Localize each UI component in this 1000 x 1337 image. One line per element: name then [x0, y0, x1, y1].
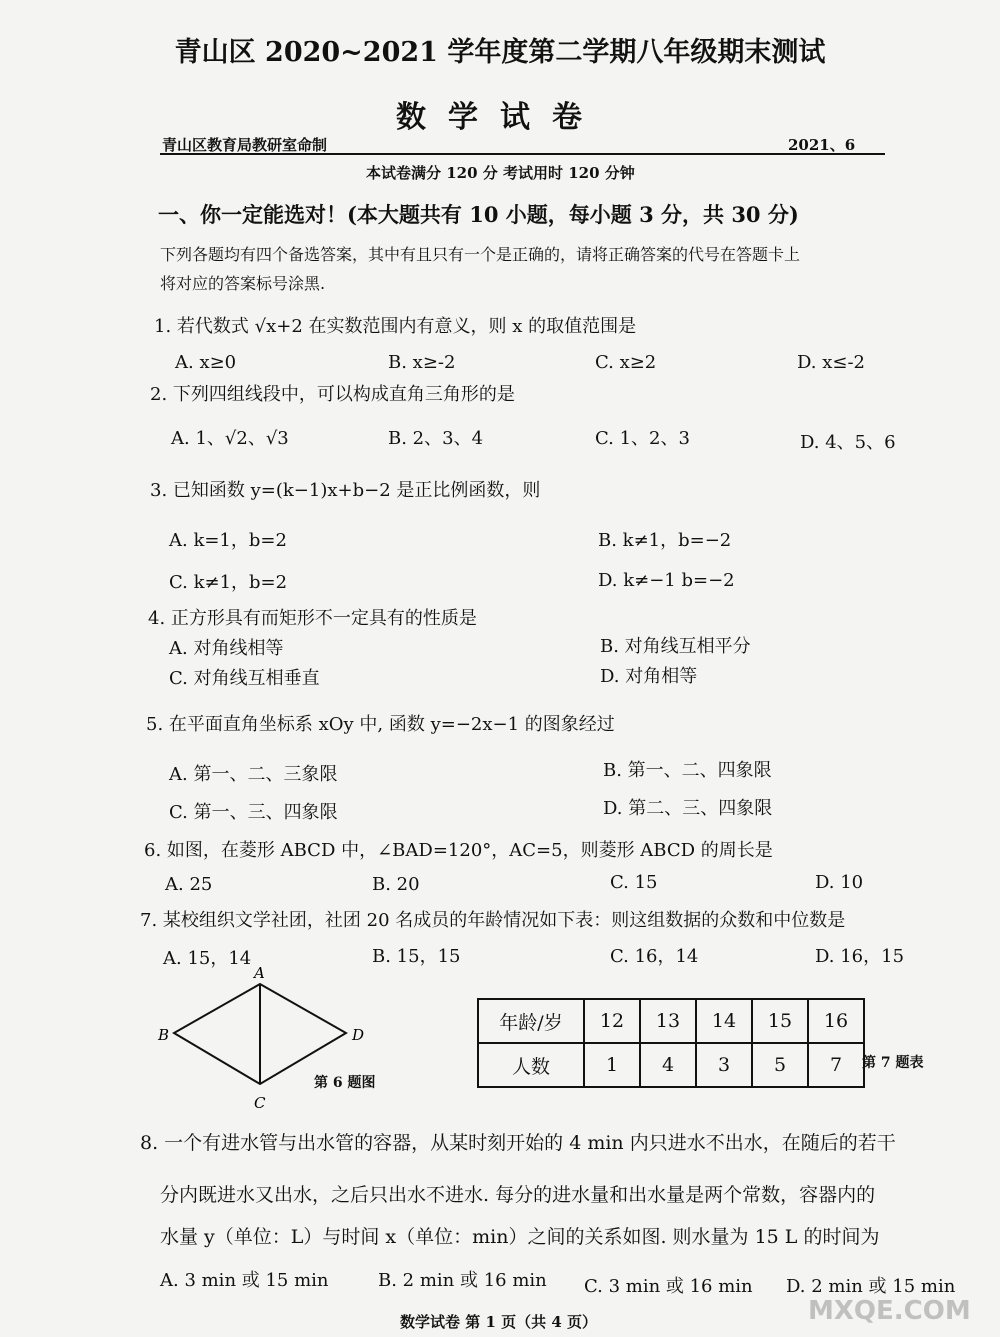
table-cell: 12 — [584, 999, 640, 1043]
q1-option-c: C. x≥2 — [595, 352, 657, 373]
q4-option-c: C. 对角线互相垂直 — [169, 668, 320, 689]
q4-option-a: A. 对角线相等 — [169, 638, 284, 659]
table-cell: 15 — [752, 999, 808, 1043]
q5-option-a: A. 第一、二、三象限 — [169, 764, 338, 785]
page-footer: 数学试卷 第 1 页（共 4 页） — [400, 1313, 597, 1331]
q7-option-b: B. 15，15 — [372, 946, 461, 967]
table-cell: 16 — [808, 999, 864, 1043]
q2-option-d: D. 4、5、6 — [800, 432, 896, 453]
vertex-label-b: B — [158, 1026, 170, 1044]
exam-date: 2021、6 — [788, 136, 856, 154]
table-cell: 3 — [696, 1043, 752, 1087]
q8-option-d: D. 2 min 或 15 min — [786, 1276, 956, 1297]
table-cell: 4 — [640, 1043, 696, 1087]
q3-option-d: D. k≠−1 b=−2 — [598, 570, 735, 591]
q8-option-a: A. 3 min 或 15 min — [160, 1270, 329, 1291]
header-rule — [160, 153, 885, 155]
q7-option-a: A. 15，14 — [163, 948, 252, 969]
question-2-stem: 2. 下列四组线段中，可以构成直角三角形的是 — [150, 384, 515, 405]
q8-option-c: C. 3 min 或 16 min — [584, 1276, 753, 1297]
q2-option-c: C. 1、2、3 — [595, 428, 690, 449]
exam-title: 青山区 2020~2021 学年度第二学期八年级期末测试 — [174, 37, 826, 68]
table-cell: 14 — [696, 999, 752, 1043]
q8-option-b: B. 2 min 或 16 min — [378, 1270, 547, 1291]
q6-option-c: C. 15 — [610, 872, 658, 893]
question-6-stem: 6. 如图，在菱形 ABCD 中，∠BAD=120°，AC=5，则菱形 ABCD 的周长是 — [144, 840, 773, 861]
question-8-stem-line3: 水量 y（单位：L）与时间 x（单位：min）之间的关系如图. 则水量为 15 L 的时间为 — [160, 1226, 880, 1248]
issuer: 青山区教育局教研室命制 — [162, 136, 328, 154]
exam-subtitle: 数学试卷 — [396, 100, 604, 135]
vertex-label-c: C — [254, 1094, 266, 1112]
question-5-stem: 5. 在平面直角坐标系 xOy 中, 函数 y=−2x−1 的图象经过 — [146, 714, 615, 735]
q6-option-a: A. 25 — [165, 874, 213, 895]
table-cell: 13 — [640, 999, 696, 1043]
table-cell: 1 — [584, 1043, 640, 1087]
table-row — [478, 1043, 864, 1087]
figure-6-caption: 第 6 题图 — [314, 1075, 376, 1091]
q5-option-d: D. 第二、三、四象限 — [603, 798, 773, 819]
question-3-stem: 3. 已知函数 y=(k−1)x+b−2 是正比例函数，则 — [150, 480, 541, 501]
q7-option-d: D. 16，15 — [815, 946, 905, 967]
q1-option-a: A. x≥0 — [175, 352, 237, 373]
age-table — [477, 998, 865, 1088]
instructions-line1: 下列各题均有四个备选答案，其中有且只有一个是正确的，请将正确答案的代号在答题卡上 — [160, 245, 801, 264]
q1-option-d: D. x≤-2 — [797, 352, 866, 373]
q5-option-b: B. 第一、二、四象限 — [603, 760, 772, 781]
exam-info: 本试卷满分 120 分 考试用时 120 分钟 — [366, 164, 635, 182]
q5-option-c: C. 第一、三、四象限 — [169, 802, 338, 823]
q3-option-a: A. k=1，b=2 — [169, 530, 287, 551]
question-4-stem: 4. 正方形具有而矩形不一定具有的性质是 — [148, 608, 477, 629]
table-header-count: 人数 — [478, 1043, 584, 1087]
q4-option-b: B. 对角线互相平分 — [600, 636, 751, 657]
q6-option-d: D. 10 — [815, 872, 864, 893]
section-heading: 一、你一定能选对！(本大题共有 10 小题，每小题 3 分，共 30 分) — [158, 202, 799, 227]
table-cell: 7 — [808, 1043, 864, 1087]
q4-option-d: D. 对角相等 — [600, 666, 698, 687]
table-row — [478, 999, 864, 1043]
q1-option-b: B. x≥-2 — [388, 352, 456, 373]
table-7-caption: 第 7 题表 — [862, 1055, 924, 1071]
watermark: MXQE.COM — [808, 1296, 971, 1326]
q6-option-b: B. 20 — [372, 874, 420, 895]
table-header-age: 年龄/岁 — [478, 999, 584, 1043]
vertex-label-a: A — [254, 964, 265, 982]
instructions-line2: 将对应的答案标号涂黑. — [160, 274, 326, 293]
vertex-label-d: D — [352, 1026, 365, 1044]
table-cell: 5 — [752, 1043, 808, 1087]
q2-option-a: A. 1、√2、√3 — [171, 428, 289, 449]
question-1-stem: 1. 若代数式 √x+2 在实数范围内有意义，则 x 的取值范围是 — [154, 316, 637, 337]
q3-option-b: B. k≠1，b=−2 — [598, 530, 732, 551]
q2-option-b: B. 2、3、4 — [388, 428, 484, 449]
question-8-stem-line2: 分内既进水又出水，之后只出水不进水. 每分的进水量和出水量是两个常数，容器内的 — [160, 1184, 876, 1206]
question-8-stem-line1: 8. 一个有进水管与出水管的容器，从某时刻开始的 4 min 内只进水不出水，在随后的若干 — [140, 1132, 896, 1154]
q3-option-c: C. k≠1，b=2 — [169, 572, 288, 593]
question-7-stem: 7. 某校组织文学社团，社团 20 名成员的年龄情况如下表：则这组数据的众数和中位数是 — [140, 910, 846, 931]
q7-option-c: C. 16，14 — [610, 946, 699, 967]
